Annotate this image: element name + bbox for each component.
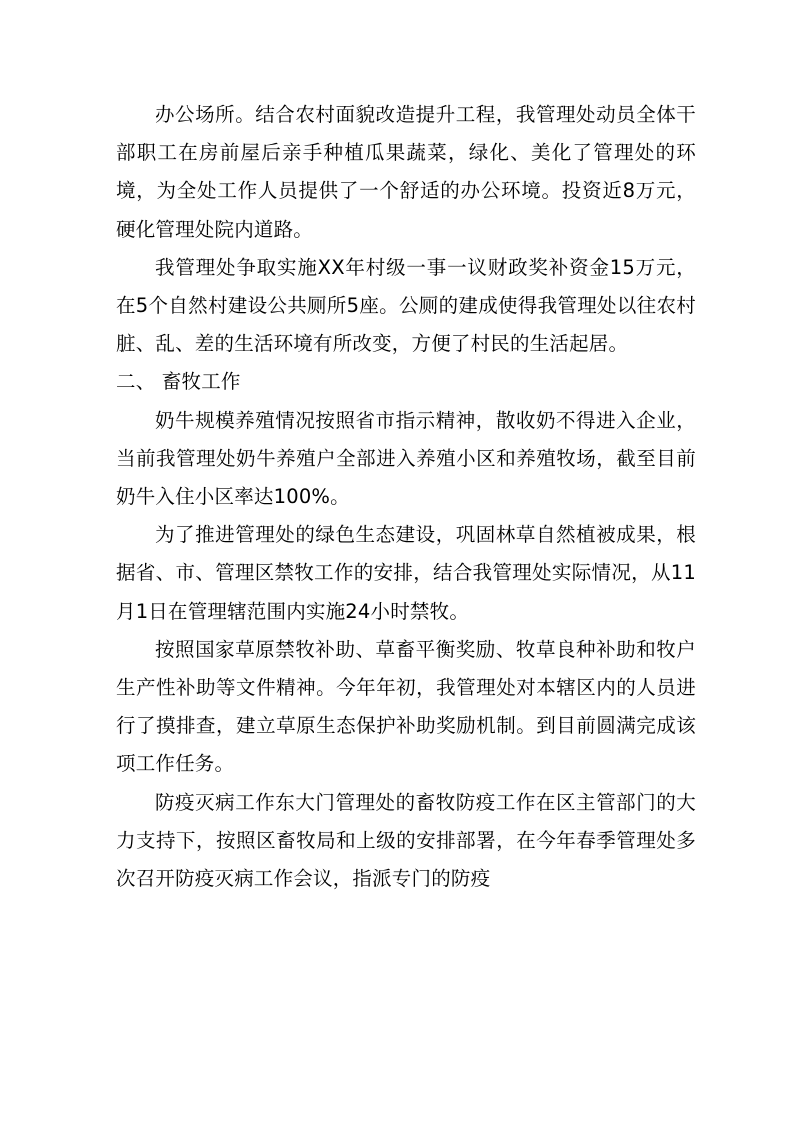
paragraph-public-toilets: 我管理处争取实施XX年村级一事一议财政奖补资金15万元，在5个自然村建设公共厕所5座。公厕的建成使得我管理处以往农村脏、乱、差的生活环境有所改变，方便了村民的生活起居。: [116, 255, 696, 356]
paragraph-grazing-ban: 为了推进管理处的绿色生态建设，巩固林草自然植被成果，根据省、市、管理区禁牧工作的安排，结合我管理处实际情况，从11月1日在管理辖范围内实施24小时禁牧。: [116, 523, 696, 623]
document-body: [116, 96, 696, 898]
paragraph-dairy-farming: 奶牛规模养殖情况按照省市指示精神，散收奶不得进入企业，当前我管理处奶牛养殖户全部进入养殖小区和养殖牧场，截至目前奶牛入住小区率达100%。: [116, 408, 696, 509]
paragraph-office-environment: 办公场所。结合农村面貌改造提升工程，我管理处动员全体干部职工在房前屋后亲手种植瓜果蔬菜，绿化、美化了管理处的环境，为全处工作人员提供了一个舒适的办公环境。投资近8万元，硬化管理处院内道路。: [116, 103, 696, 241]
section-heading-livestock: 二、 畜牧工作: [116, 370, 241, 394]
paragraph-grassland-subsidy: 按照国家草原禁牧补助、草畜平衡奖励、牧草良种补助和牧户生产性补助等文件精神。今年年初，我管理处对本辖区内的人员进行了摸排查，建立草原生态保护补助奖励机制。到目前圆满完成该项工作任务。: [116, 637, 696, 776]
paragraph-epidemic-prevention: 防疫灭病工作东大门管理处的畜牧防疫工作在区主管部门的大力支持下，按照区畜牧局和上级的安排部署，在今年春季管理处多次召开防疫灭病工作会议，指派专门的防疫: [116, 790, 696, 891]
